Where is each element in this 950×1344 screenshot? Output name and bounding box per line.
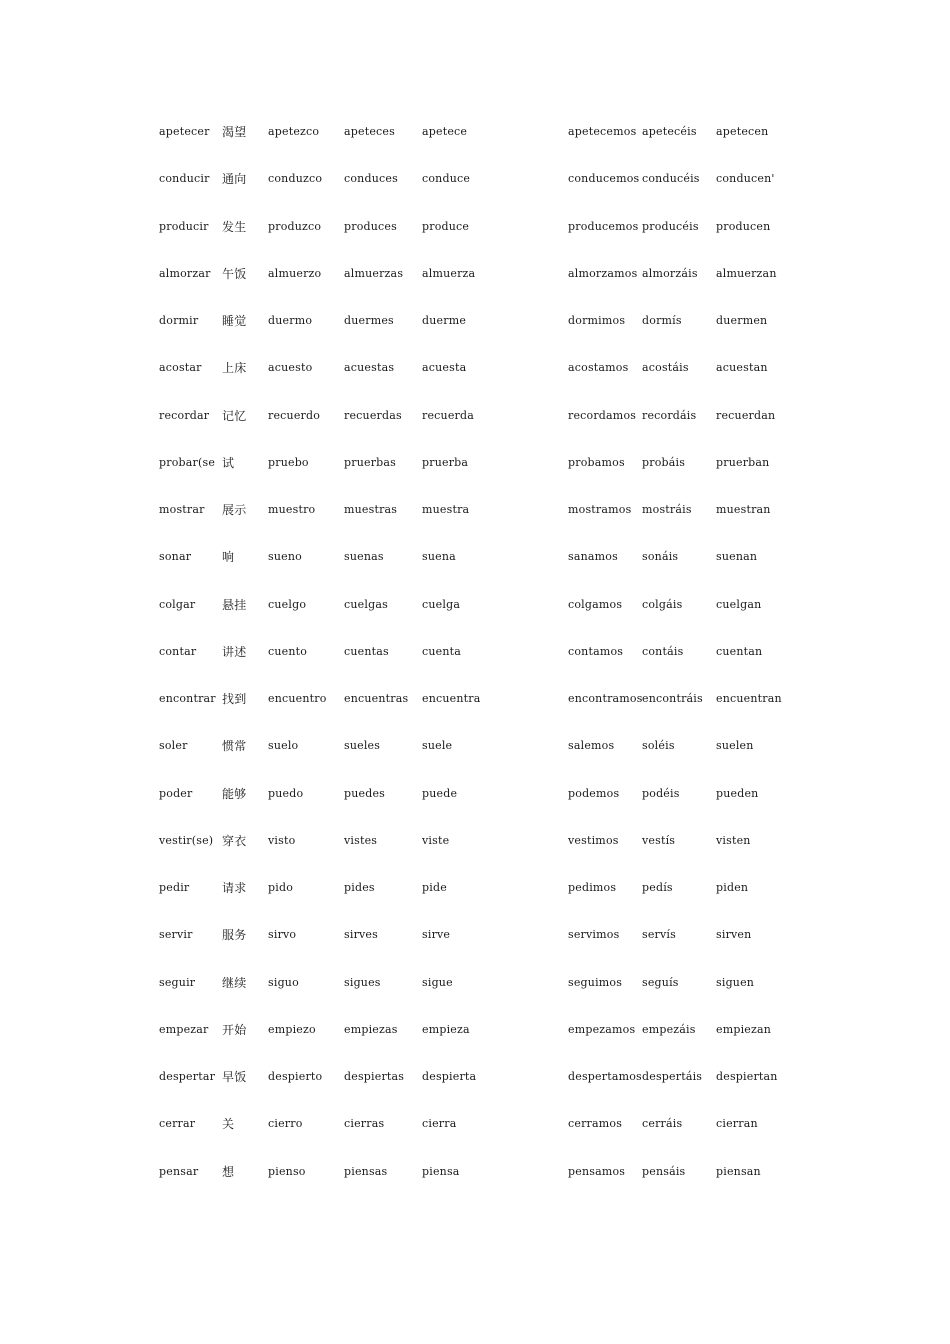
tu-form-cell: encuentras xyxy=(344,692,409,705)
el-form-cell: almuerza xyxy=(422,266,476,280)
table-row xyxy=(159,738,799,785)
tu-form-cell: recuerdas xyxy=(344,408,402,422)
ellos-form-cell: despiertan xyxy=(716,1070,778,1083)
chinese-meaning-cell: 响 xyxy=(222,550,235,565)
chinese-meaning-cell: 通向 xyxy=(222,172,247,187)
yo-form-cell: cuelgo xyxy=(268,597,307,611)
ellos-form-cell: encuentran xyxy=(716,692,782,705)
yo-form-cell: produzco xyxy=(268,219,322,233)
infinitive-cell: contar xyxy=(159,644,197,658)
ellos-form-cell: acuestan xyxy=(716,361,768,375)
table-row xyxy=(159,219,799,266)
vosotros-form-cell: vestís xyxy=(642,833,676,847)
el-form-cell: empieza xyxy=(422,1022,470,1036)
vosotros-form-cell: encontráis xyxy=(642,692,703,705)
vosotros-form-cell: servís xyxy=(642,928,676,942)
el-form-cell: sirve xyxy=(422,928,451,942)
tu-form-cell: sirves xyxy=(344,928,378,942)
vosotros-form-cell: dormís xyxy=(642,314,682,327)
chinese-meaning-cell: 想 xyxy=(222,1164,235,1179)
yo-form-cell: despierto xyxy=(268,1070,323,1083)
nosotros-form-cell: empezamos xyxy=(568,1022,636,1036)
el-form-cell: duerme xyxy=(422,314,467,327)
el-form-cell: suele xyxy=(422,739,453,753)
table-row xyxy=(159,549,799,596)
tu-form-cell: duermes xyxy=(344,314,394,327)
vosotros-form-cell: cerráis xyxy=(642,1117,683,1131)
ellos-form-cell: cuentan xyxy=(716,644,763,658)
yo-form-cell: sueno xyxy=(268,550,302,564)
tu-form-cell: muestras xyxy=(344,503,398,516)
ellos-form-cell: empiezan xyxy=(716,1022,772,1036)
el-form-cell: suena xyxy=(422,550,456,564)
tu-form-cell: suenas xyxy=(344,550,384,564)
tu-form-cell: cierras xyxy=(344,1117,385,1131)
el-form-cell: muestra xyxy=(422,503,470,516)
table-row xyxy=(159,455,799,502)
table-row xyxy=(159,880,799,927)
yo-form-cell: encuentro xyxy=(268,692,327,705)
table-row xyxy=(159,124,799,171)
tu-form-cell: vistes xyxy=(344,833,378,847)
nosotros-form-cell: contamos xyxy=(568,644,624,658)
tu-form-cell: cuentas xyxy=(344,644,389,658)
infinitive-cell: pensar xyxy=(159,1164,199,1178)
infinitive-cell: apetecer xyxy=(159,125,210,138)
ellos-form-cell: apetecen xyxy=(716,125,769,138)
infinitive-cell: pedir xyxy=(159,881,190,894)
el-form-cell: recuerda xyxy=(422,408,474,422)
vosotros-form-cell: pensáis xyxy=(642,1164,686,1178)
vosotros-form-cell: despertáis xyxy=(642,1070,703,1083)
nosotros-form-cell: podemos xyxy=(568,786,620,800)
nosotros-form-cell: vestimos xyxy=(568,833,619,847)
table-row xyxy=(159,1116,799,1163)
chinese-meaning-cell: 请求 xyxy=(222,881,247,895)
nosotros-form-cell: producemos xyxy=(568,219,639,233)
ellos-form-cell: sirven xyxy=(716,928,752,942)
nosotros-form-cell: servimos xyxy=(568,928,620,942)
chinese-meaning-cell: 惯常 xyxy=(222,739,247,754)
vosotros-form-cell: mostráis xyxy=(642,503,692,516)
nosotros-form-cell: apetecemos xyxy=(568,125,637,138)
el-form-cell: cuelga xyxy=(422,597,461,611)
tu-form-cell: sueles xyxy=(344,739,381,753)
el-form-cell: encuentra xyxy=(422,692,481,705)
nosotros-form-cell: salemos xyxy=(568,739,615,753)
chinese-meaning-cell: 上床 xyxy=(222,361,247,376)
infinitive-cell: conducir xyxy=(159,172,210,186)
yo-form-cell: conduzco xyxy=(268,172,323,186)
table-row xyxy=(159,1069,799,1116)
table-row xyxy=(159,833,799,880)
nosotros-form-cell: pensamos xyxy=(568,1164,626,1178)
table-row xyxy=(159,786,799,833)
chinese-meaning-cell: 渴望 xyxy=(222,125,247,139)
tu-form-cell: empiezas xyxy=(344,1022,398,1036)
el-form-cell: conduce xyxy=(422,172,471,186)
table-row xyxy=(159,597,799,644)
el-form-cell: acuesta xyxy=(422,361,467,375)
vosotros-form-cell: apetecéis xyxy=(642,125,697,138)
vosotros-form-cell: sonáis xyxy=(642,550,679,564)
infinitive-cell: cerrar xyxy=(159,1117,196,1131)
el-form-cell: cierra xyxy=(422,1117,457,1131)
vosotros-form-cell: producéis xyxy=(642,219,699,233)
el-form-cell: puede xyxy=(422,786,458,800)
infinitive-cell: acostar xyxy=(159,361,202,375)
vosotros-form-cell: colgáis xyxy=(642,597,683,611)
yo-form-cell: apetezco xyxy=(268,125,320,138)
chinese-meaning-cell: 找到 xyxy=(222,692,247,706)
infinitive-cell: almorzar xyxy=(159,266,211,280)
table-row xyxy=(159,360,799,407)
yo-form-cell: cuento xyxy=(268,644,308,658)
vosotros-form-cell: conducéis xyxy=(642,172,700,186)
table-row xyxy=(159,408,799,455)
chinese-meaning-cell: 穿衣 xyxy=(222,833,247,848)
infinitive-cell: dormir xyxy=(159,314,199,327)
yo-form-cell: cierro xyxy=(268,1117,303,1131)
ellos-form-cell: piden xyxy=(716,881,749,894)
chinese-meaning-cell: 试 xyxy=(222,455,235,470)
ellos-form-cell: pruerban xyxy=(716,455,770,469)
el-form-cell: viste xyxy=(422,833,450,847)
chinese-meaning-cell: 悬挂 xyxy=(222,597,247,612)
table-row xyxy=(159,171,799,218)
chinese-meaning-cell: 午饭 xyxy=(222,266,247,281)
ellos-form-cell: suenan xyxy=(716,550,758,564)
ellos-form-cell: muestran xyxy=(716,503,771,516)
infinitive-cell: probar(se xyxy=(159,455,216,469)
chinese-meaning-cell: 记忆 xyxy=(222,408,247,423)
chinese-meaning-cell: 服务 xyxy=(222,928,247,943)
infinitive-cell: sonar xyxy=(159,550,192,564)
ellos-form-cell: piensan xyxy=(716,1164,761,1178)
ellos-form-cell: producen xyxy=(716,219,771,233)
chinese-meaning-cell: 展示 xyxy=(222,503,247,517)
yo-form-cell: siguo xyxy=(268,975,299,989)
el-form-cell: apetece xyxy=(422,125,468,138)
chinese-meaning-cell: 早饭 xyxy=(222,1070,247,1084)
nosotros-form-cell: despertamos xyxy=(568,1070,642,1083)
infinitive-cell: soler xyxy=(159,739,188,753)
ellos-form-cell: duermen xyxy=(716,314,768,327)
tu-form-cell: conduces xyxy=(344,172,398,186)
vosotros-form-cell: seguís xyxy=(642,975,679,989)
infinitive-cell: seguir xyxy=(159,975,196,989)
ellos-form-cell: cierran xyxy=(716,1117,758,1131)
yo-form-cell: puedo xyxy=(268,786,304,800)
infinitive-cell: vestir(se) xyxy=(159,833,214,847)
infinitive-cell: recordar xyxy=(159,408,210,422)
yo-form-cell: pienso xyxy=(268,1164,306,1178)
chinese-meaning-cell: 睡觉 xyxy=(222,314,247,328)
nosotros-form-cell: cerramos xyxy=(568,1117,623,1131)
infinitive-cell: servir xyxy=(159,928,193,942)
yo-form-cell: pido xyxy=(268,881,294,894)
el-form-cell: produce xyxy=(422,219,470,233)
ellos-form-cell: almuerzan xyxy=(716,266,777,280)
tu-form-cell: pruerbas xyxy=(344,455,396,469)
nosotros-form-cell: seguimos xyxy=(568,975,623,989)
yo-form-cell: duermo xyxy=(268,314,313,327)
infinitive-cell: producir xyxy=(159,219,209,233)
nosotros-form-cell: pedimos xyxy=(568,881,617,894)
nosotros-form-cell: colgamos xyxy=(568,597,623,611)
yo-form-cell: sirvo xyxy=(268,928,297,942)
el-form-cell: piensa xyxy=(422,1164,460,1178)
ellos-form-cell: recuerdan xyxy=(716,408,776,422)
chinese-meaning-cell: 能够 xyxy=(222,786,247,801)
el-form-cell: despierta xyxy=(422,1070,477,1083)
tu-form-cell: almuerzas xyxy=(344,266,404,280)
nosotros-form-cell: conducemos xyxy=(568,172,640,186)
chinese-meaning-cell: 关 xyxy=(222,1117,235,1132)
vosotros-form-cell: recordáis xyxy=(642,408,697,422)
vosotros-form-cell: probáis xyxy=(642,455,686,469)
verb-conjugation-table xyxy=(159,124,799,1211)
table-row xyxy=(159,1164,799,1211)
ellos-form-cell: cuelgan xyxy=(716,597,762,611)
yo-form-cell: almuerzo xyxy=(268,266,322,280)
vosotros-form-cell: almorzáis xyxy=(642,266,698,280)
el-form-cell: sigue xyxy=(422,975,453,989)
el-form-cell: pruerba xyxy=(422,455,469,469)
nosotros-form-cell: sanamos xyxy=(568,550,618,564)
infinitive-cell: mostrar xyxy=(159,503,205,516)
nosotros-form-cell: mostramos xyxy=(568,503,632,516)
nosotros-form-cell: acostamos xyxy=(568,361,629,375)
vosotros-form-cell: pedís xyxy=(642,881,673,894)
nosotros-form-cell: encontramos xyxy=(568,692,643,705)
infinitive-cell: empezar xyxy=(159,1022,209,1036)
nosotros-form-cell: probamos xyxy=(568,455,625,469)
tu-form-cell: puedes xyxy=(344,786,386,800)
ellos-form-cell: visten xyxy=(716,833,751,847)
table-row xyxy=(159,927,799,974)
ellos-form-cell: conducen' xyxy=(716,172,775,186)
tu-form-cell: apeteces xyxy=(344,125,395,138)
infinitive-cell: despertar xyxy=(159,1070,216,1083)
tu-form-cell: acuestas xyxy=(344,361,395,375)
table-row xyxy=(159,975,799,1022)
table-row xyxy=(159,266,799,313)
yo-form-cell: visto xyxy=(268,833,296,847)
ellos-form-cell: suelen xyxy=(716,739,754,753)
table-row xyxy=(159,313,799,360)
el-form-cell: pide xyxy=(422,881,447,894)
tu-form-cell: piensas xyxy=(344,1164,388,1178)
table-row xyxy=(159,691,799,738)
chinese-meaning-cell: 开始 xyxy=(222,1022,247,1037)
vosotros-form-cell: contáis xyxy=(642,644,684,658)
nosotros-form-cell: almorzamos xyxy=(568,266,638,280)
el-form-cell: cuenta xyxy=(422,644,462,658)
yo-form-cell: suelo xyxy=(268,739,299,753)
tu-form-cell: despiertas xyxy=(344,1070,405,1083)
chinese-meaning-cell: 发生 xyxy=(222,219,247,234)
vosotros-form-cell: empezáis xyxy=(642,1022,696,1036)
vosotros-form-cell: acostáis xyxy=(642,361,689,375)
infinitive-cell: colgar xyxy=(159,597,196,611)
table-row xyxy=(159,1022,799,1069)
vosotros-form-cell: soléis xyxy=(642,739,675,753)
tu-form-cell: pides xyxy=(344,881,375,894)
yo-form-cell: recuerdo xyxy=(268,408,321,422)
table-row xyxy=(159,502,799,549)
infinitive-cell: poder xyxy=(159,786,193,800)
ellos-form-cell: siguen xyxy=(716,975,755,989)
tu-form-cell: cuelgas xyxy=(344,597,388,611)
yo-form-cell: muestro xyxy=(268,503,316,516)
ellos-form-cell: pueden xyxy=(716,786,759,800)
tu-form-cell: produces xyxy=(344,219,397,233)
yo-form-cell: acuesto xyxy=(268,361,313,375)
tu-form-cell: sigues xyxy=(344,975,381,989)
yo-form-cell: pruebo xyxy=(268,455,309,469)
table-row xyxy=(159,644,799,691)
nosotros-form-cell: dormimos xyxy=(568,314,626,327)
nosotros-form-cell: recordamos xyxy=(568,408,637,422)
infinitive-cell: encontrar xyxy=(159,692,216,705)
chinese-meaning-cell: 继续 xyxy=(222,975,247,990)
yo-form-cell: empiezo xyxy=(268,1022,316,1036)
vosotros-form-cell: podéis xyxy=(642,786,680,800)
chinese-meaning-cell: 讲述 xyxy=(222,644,247,659)
